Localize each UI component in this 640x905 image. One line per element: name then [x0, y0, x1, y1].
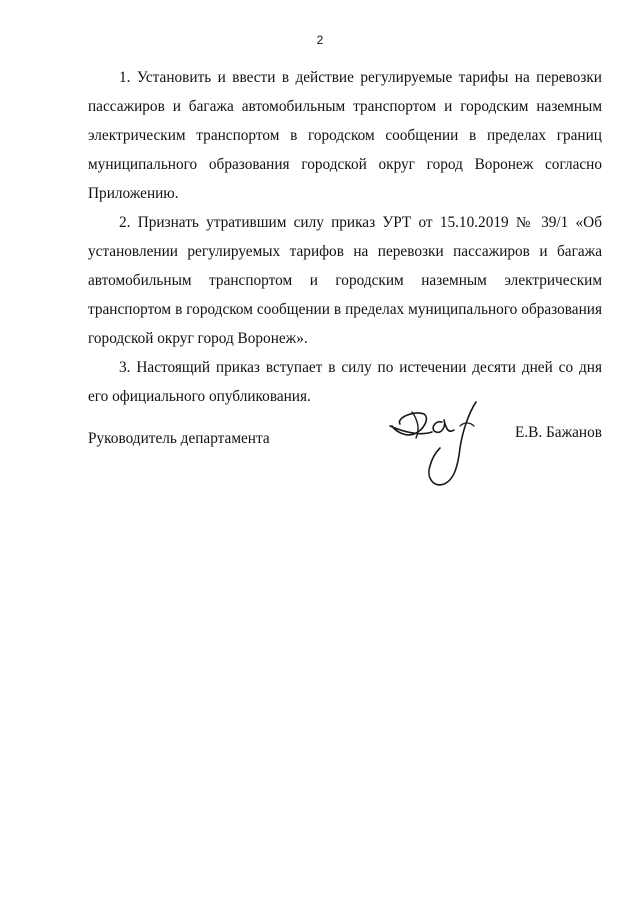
page-number: 2	[316, 33, 324, 47]
paragraph-2: 2. Признать утратившим силу приказ УРТ от 15.10.2019 № 39/1 «Об установлении регулируемых тарифов на перевозки пассажиров и багажа автомобильным транспортом и городским наземным электрическим транспортом в городском сообщении в пределах муниципального образования городской округ город Воронеж».	[88, 214, 602, 347]
signature-block	[88, 396, 602, 496]
signer-position: Руководитель департамента	[88, 430, 270, 447]
signer-name: Е.В. Бажанов	[514, 424, 602, 441]
paragraph-1: 1. Установить и ввести в действие регулируемые тарифы на перевозки пассажиров и багажа автомобильным транспортом и городским наземным электрическим транспортом в городском сообщении в пределах границ муниципального образования городской округ город Воронеж согласно Приложению.	[88, 69, 602, 202]
paragraph-3: 3. Настоящий приказ вступает в силу по истечении десяти дней со дня его официального опубликования.	[88, 359, 602, 405]
handwritten-signature	[384, 396, 494, 496]
document-body	[88, 63, 602, 411]
